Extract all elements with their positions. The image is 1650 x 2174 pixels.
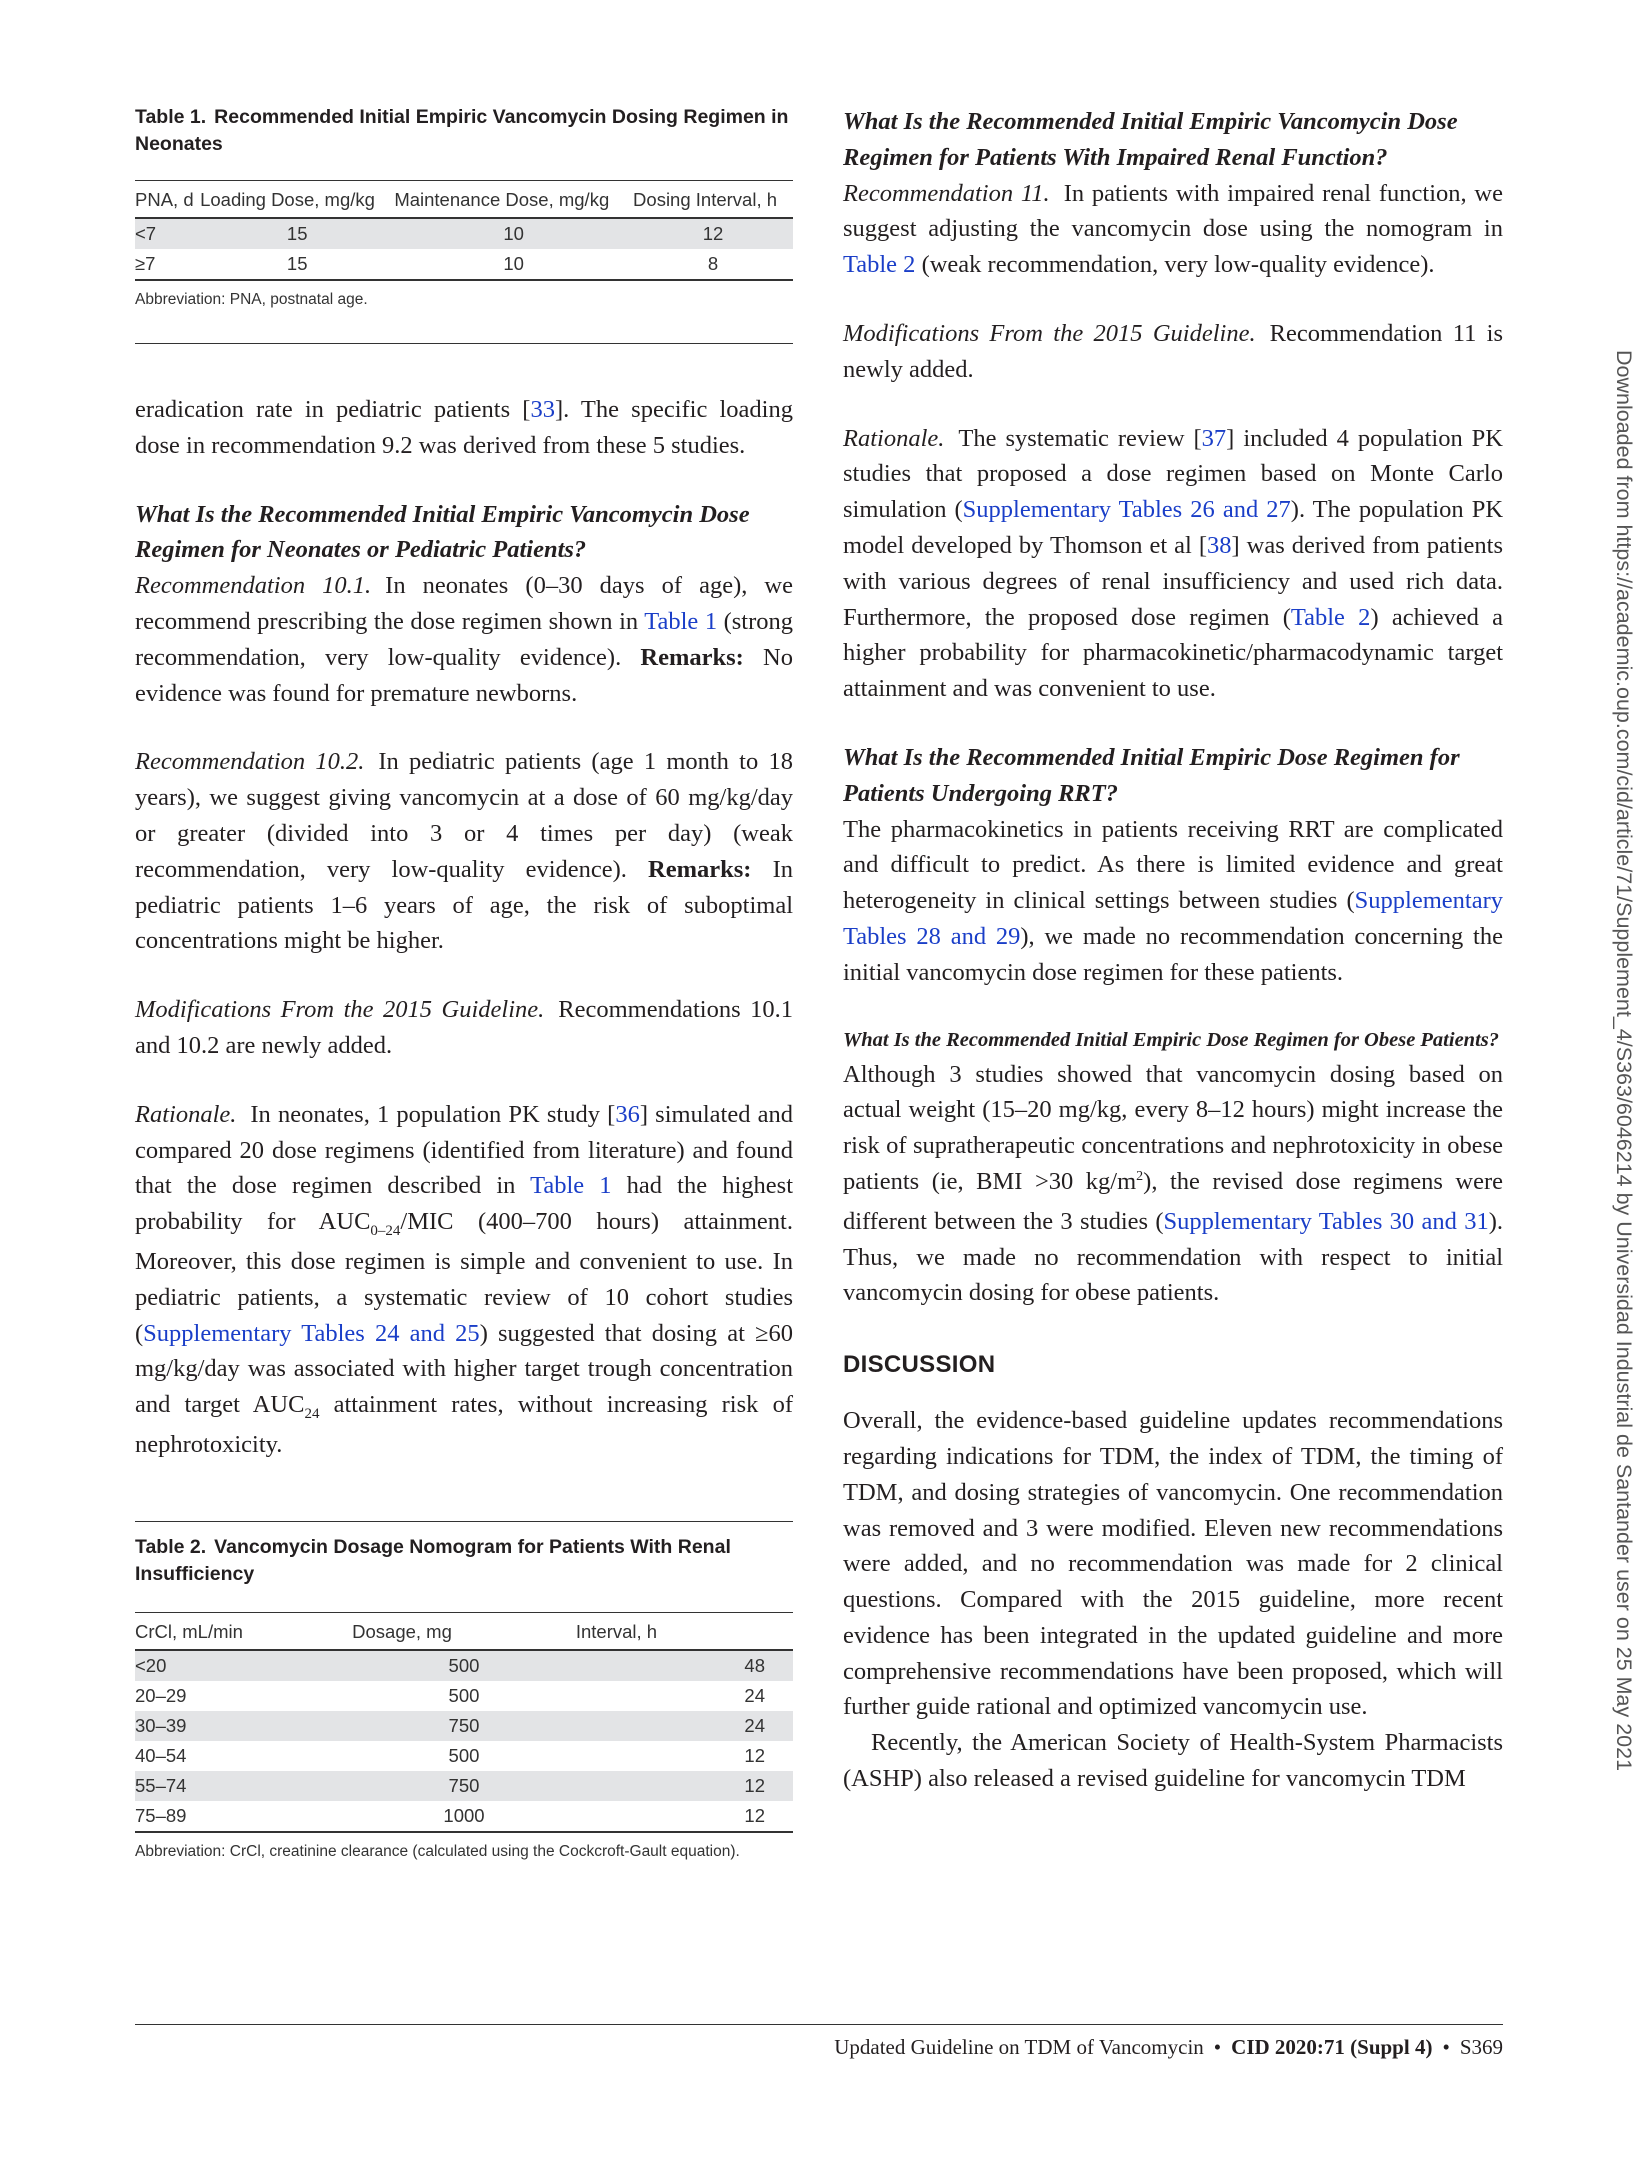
table-cell: 10 — [394, 249, 633, 280]
table1-caption — [135, 104, 793, 158]
table-cell: 500 — [448, 1684, 480, 1706]
table1 — [135, 181, 793, 281]
table2-abbreviation: Abbreviation: CrCl, creatinine clearance (calculated using the Cockcroft-Gault equation). — [135, 1842, 740, 1860]
download-notice: Downloaded from https://academic.oup.com/cid/article/71/Supplement_4/S363/6046214 by Universidad Industrial de Santander user on 25 May 2021 — [1612, 350, 1636, 1772]
reference-link[interactable]: 33 — [530, 396, 555, 423]
table2-header: Dosage, mg — [352, 1613, 576, 1650]
recommendation-11: Recommendation 11. In patients with impaired renal function, we suggest adjusting the vancomycin dose using the nomogram in Table 2 (weak recommendation, very low-quality evidence). — [843, 179, 1503, 279]
supplementary-link[interactable]: Supplementary Tables 30 and 31 — [1163, 1207, 1489, 1235]
table-row — [135, 1801, 793, 1832]
table1-header: Maintenance Dose, mg/kg — [394, 181, 633, 218]
table-cell: 1000 — [352, 1801, 576, 1832]
table-cell: 24 — [744, 1684, 765, 1706]
table1-header: Dosing Interval, h — [633, 181, 793, 218]
table-cell: 750 — [352, 1771, 576, 1801]
table2-header: CrCl, mL/min — [135, 1613, 352, 1650]
rationale-paragraph: Rationale. In neonates, 1 population PK study [36] simulated and compared 20 dose regimens (identified from literature) and found that the dose regimen described in Table 1 had the highest probability for $AUC_{0-24}$/MIC (400–700 hours) attainment. Moreover, this dose regimen is simple and convenient to use. In pediatric patients, a systematic review of 10 cohort studies (Supplementary Tables 24 and 25) suggested that dosing at ≥60 mg/kg/day was associated with higher target trough concentration and target $AUC_{24}$ attainment rates, without increasing risk of nephrotoxicity. — [135, 1100, 794, 1458]
journal-citation: CID 2020:71 (Suppl 4) — [1231, 2035, 1433, 2059]
table-cell: 12 — [633, 218, 793, 249]
table-link[interactable]: Table 1 — [644, 607, 718, 635]
table-cell: 15 — [200, 249, 394, 280]
reference-link[interactable]: 38 — [1206, 531, 1232, 559]
obese-paragraph: Although 3 studies showed that vancomycin dosing based on actual weight (15–20 mg/kg, every 8–12 hours) might increase the risk of supratherapeutic concentrations and nephrotoxicity in obese patients (ie, BMI >30 $kg/m^2$), the revised dose regimens were different between the 3 studies (Supplementary Tables 30 and 31). Thus, we made no recommendation with respect to initial vancomycin dosing for obese patients. — [843, 1060, 1503, 1307]
table-cell: 12 — [744, 1744, 765, 1766]
table-row — [135, 249, 793, 280]
table-cell: 500 — [352, 1650, 576, 1681]
table-row — [135, 1681, 793, 1711]
table2-title: Vancomycin Dosage Nomogram for Patients With Renal Insufficiency — [135, 1535, 731, 1585]
section-question: What Is the Recommended Initial Empiric Dose Regimen for Patients Undergoing RRT? — [843, 743, 1460, 807]
table-link[interactable]: Table 1 — [530, 1172, 612, 1200]
page-number: S369 — [1459, 2035, 1503, 2059]
table-cell: 55–74 — [135, 1771, 352, 1801]
rationale-paragraph: Rationale. The systematic review [37] included 4 population PK studies that proposed a dose regimen based on Monte Carlo simulation (Supplementary Tables 26 and 27). The population PK model developed by Thomson et al [38] was derived from patients with various degrees of renal insufficiency and used rich data. Furthermore, the proposed dose regimen (Table 2) achieved a higher probability for pharmacokinetic/pharmacodynamic target attainment and was convenient to use. — [843, 424, 1504, 703]
download-sidebar — [1610, 350, 1640, 1880]
reference-link[interactable]: 36 — [615, 1100, 640, 1128]
discussion-paragraph: Recently, the American Society of Health-System Pharmacists (ASHP) also released a revised guideline for vancomycin TDM — [843, 1729, 1503, 1793]
table-cell: 12 — [576, 1801, 793, 1832]
table-row — [135, 1771, 793, 1801]
table1-header: PNA, d — [135, 181, 200, 218]
table1-number: Table 1. — [135, 106, 207, 128]
table-cell: 24 — [576, 1711, 793, 1741]
section-question: What Is the Recommended Initial Empiric Dose Regimen for Obese Patients? — [843, 1028, 1499, 1051]
running-title: Updated Guideline on TDM of Vancomycin — [834, 2035, 1204, 2059]
modifications-paragraph: Modifications From the 2015 Guideline. Recommendation 11 is newly added. — [843, 319, 1504, 383]
table-cell: 750 — [352, 1711, 576, 1741]
table-row — [135, 1741, 793, 1771]
table-link[interactable]: Table 2 — [1290, 603, 1371, 631]
supplementary-link[interactable]: Supplementary Tables 28 and 29 — [843, 887, 1503, 950]
table-cell: 75–89 — [135, 1801, 352, 1832]
table-row — [135, 218, 793, 249]
table-link[interactable]: Table 2 — [843, 251, 916, 279]
supplementary-link[interactable]: Supplementary Tables 24 and 25 — [143, 1319, 480, 1347]
supplementary-link[interactable]: Supplementary Tables 26 and 27 — [962, 496, 1291, 524]
table-cell: 40–54 — [135, 1744, 187, 1766]
recommendation-10-1: Recommendation 10.1. In neonates (0–30 days of age), we recommend prescribing the dose regimen shown in Table 1 (strong recommendation, very low-quality evidence). Remarks: No evidence was found for premature newborns. — [135, 572, 794, 707]
table1-abbreviation: Abbreviation: PNA, postnatal age. — [135, 291, 368, 308]
table-cell: 500 — [448, 1744, 480, 1766]
page-footer: Updated Guideline on TDM of Vancomycin • CID 2020:71 (Suppl 4) • S369 — [135, 2024, 1503, 2060]
right-column — [843, 104, 1503, 1797]
table-cell: 20–29 — [135, 1684, 187, 1706]
table2-caption — [135, 1534, 793, 1588]
table-row — [135, 1650, 793, 1681]
table1-header: Loading Dose, mg/kg — [200, 181, 394, 218]
discussion-paragraph: Overall, the evidence-based guideline updates recommendations regarding indications for TDM, the index of TDM, the timing of TDM, and dosing strategies of vancomycin. One recommendation was removed and 3 were modified. Eleven new recommendations were added, and no recommendation was made for 2 clinical questions. Compared with the 2015 guideline, more recent evidence has been integrated in the updated guideline and more comprehensive recommendations have been proposed, which will further guide rational and optimized vancomycin use. — [843, 1407, 1503, 1721]
table-cell: 12 — [576, 1771, 793, 1801]
table-cell: 8 — [633, 249, 793, 280]
table-cell: 15 — [200, 218, 394, 249]
discussion-heading: DISCUSSION — [843, 1351, 996, 1379]
table-cell: ≥7 — [135, 249, 200, 280]
left-column — [135, 104, 793, 1861]
table-cell: <20 — [135, 1650, 352, 1681]
rrt-paragraph: The pharmacokinetics in patients receiving RRT are complicated and difficult to predict. As there is limited evidence and great heterogeneity in clinical settings between studies (Supplementary Tables 28 and 29), we made no recommendation concerning the initial vancomycin dose regimen for these patients. — [843, 815, 1503, 986]
table-cell: 48 — [576, 1650, 793, 1681]
modifications-paragraph: Modifications From the 2015 Guideline. Recommendations 10.1 and 10.2 are newly added. — [135, 996, 793, 1059]
table-cell: 10 — [394, 218, 633, 249]
section-question: What Is the Recommended Initial Empiric Vancomycin Dose Regimen for Neonates or Pediatric Patients? — [135, 500, 750, 564]
table-cell: 30–39 — [135, 1711, 352, 1741]
table2-number: Table 2. — [135, 1535, 207, 1558]
recommendation-10-2: Recommendation 10.2. In pediatric patients (age 1 month to 18 years), we suggest giving vancomycin at a dose of 60 mg/kg/day or greater (divided into 3 or 4 times per day) (weak recommendation, very low-quality evidence). Remarks: In pediatric patients 1–6 years of age, the risk of suboptimal concentrations might be higher. — [135, 748, 793, 955]
section-question: What Is the Recommended Initial Empiric Vancomycin Dose Regimen for Patients With Impaired Renal Function? — [843, 108, 1458, 171]
table-cell: <7 — [135, 218, 200, 249]
reference-link[interactable]: 37 — [1201, 424, 1227, 452]
table1-title: Recommended Initial Empiric Vancomycin Dosing Regimen in Neonates — [135, 106, 789, 155]
table-row — [135, 1711, 793, 1741]
table2 — [135, 1613, 793, 1833]
paragraph: eradication rate in pediatric patients [33]. The specific loading dose in recommendation 9.2 was derived from these 5 studies. — [135, 396, 793, 459]
table2-header: Interval, h — [576, 1613, 793, 1650]
